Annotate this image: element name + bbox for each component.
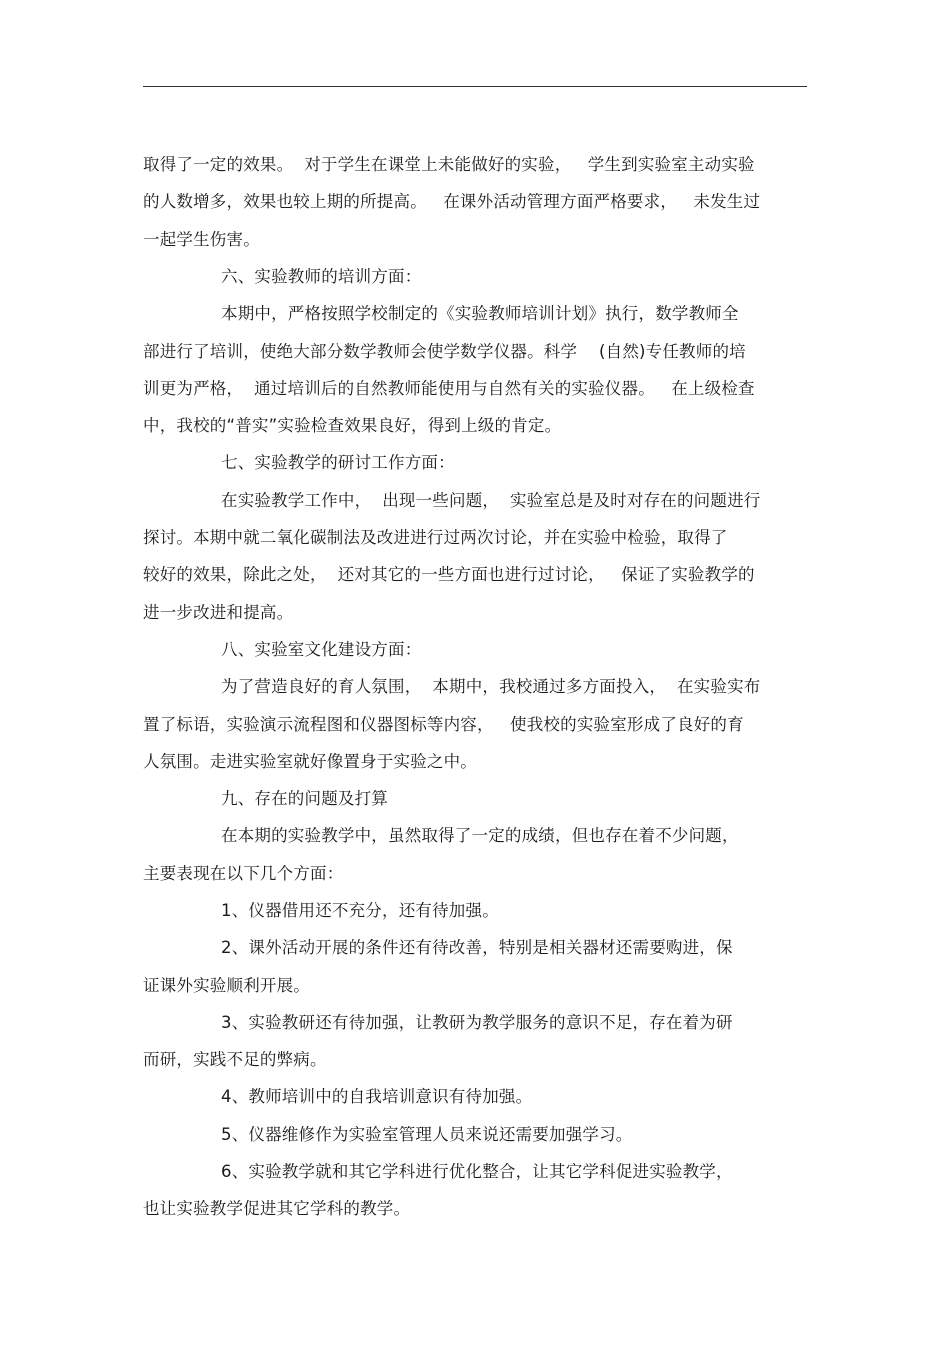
text-line: 训更为严格， 通过培训后的自然教师能使用与自然有关的实验仪器。 在上级检查 <box>143 379 755 398</box>
header-rule <box>143 86 807 87</box>
text-line: 主要表现在以下几个方面： <box>143 864 344 883</box>
text-line: 的人数增多，效果也较上期的所提高。 在课外活动管理方面严格要求， 未发生过 <box>143 192 761 211</box>
text-line: 3、实验教研还有待加强，让教研为教学服务的意识不足，存在着为研 <box>221 1013 733 1032</box>
text-line: 中，我校的“普实”实验检查效果良好，得到上级的肯定。 <box>143 416 562 435</box>
text-line: 取得了一定的效果。 对于学生在课堂上未能做好的实验， 学生到实验室主动实验 <box>143 155 755 174</box>
text-line: 九、存在的问题及打算 <box>221 789 388 808</box>
text-line: 而研，实践不足的弊病。 <box>143 1050 327 1069</box>
text-line: 为了营造良好的育人氛围， 本期中，我校通过多方面投入， 在实验实布 <box>221 677 761 696</box>
text-line: 证课外实验顺利开展。 <box>143 976 310 995</box>
text-line: 人氛围。走进实验室就好像置身于实验之中。 <box>143 752 477 771</box>
text-line: 进一步改进和提高。 <box>143 603 294 622</box>
text-line: 置了标语，实验演示流程图和仪器图标等内容， 使我校的实验室形成了良好的育 <box>143 715 744 734</box>
text-line: 4、教师培训中的自我培训意识有待加强。 <box>221 1087 533 1106</box>
text-line: 5、仪器维修作为实验室管理人员来说还需要加强学习。 <box>221 1125 633 1144</box>
text-line: 2、课外活动开展的条件还有待改善，特别是相关器材还需要购进，保 <box>221 938 733 957</box>
text-line: 在本期的实验教学中，虽然取得了一定的成绩，但也存在着不少问题， <box>221 826 739 845</box>
text-line: 七、实验教学的研讨工作方面： <box>221 453 455 472</box>
text-line: 部进行了培训，使绝大部分数学教师会使学数学仪器。科学 (自然)专任教师的培 <box>143 342 746 361</box>
text-line: 较好的效果，除此之处， 还对其它的一些方面也进行过讨论， 保证了实验教学的 <box>143 565 755 584</box>
text-line: 六、实验教师的培训方面： <box>221 267 422 286</box>
text-line: 也让实验教学促进其它学科的教学。 <box>143 1199 411 1218</box>
text-line: 一起学生伤害。 <box>143 230 260 249</box>
text-line: 探讨。本期中就二氧化碳制法及改进进行过两次讨论，并在实验中检验，取得了 <box>143 528 728 547</box>
text-line: 1、仪器借用还不充分，还有待加强。 <box>221 901 499 920</box>
text-line: 在实验教学工作中， 出现一些问题， 实验室总是及时对存在的问题进行 <box>221 491 761 510</box>
text-line: 本期中，严格按照学校制定的《实验教师培训计划》执行，数学教师全 <box>221 304 739 323</box>
text-line: 6、实验教学就和其它学科进行优化整合，让其它学科促进实验教学， <box>221 1162 733 1181</box>
text-line: 八、实验室文化建设方面： <box>221 640 422 659</box>
